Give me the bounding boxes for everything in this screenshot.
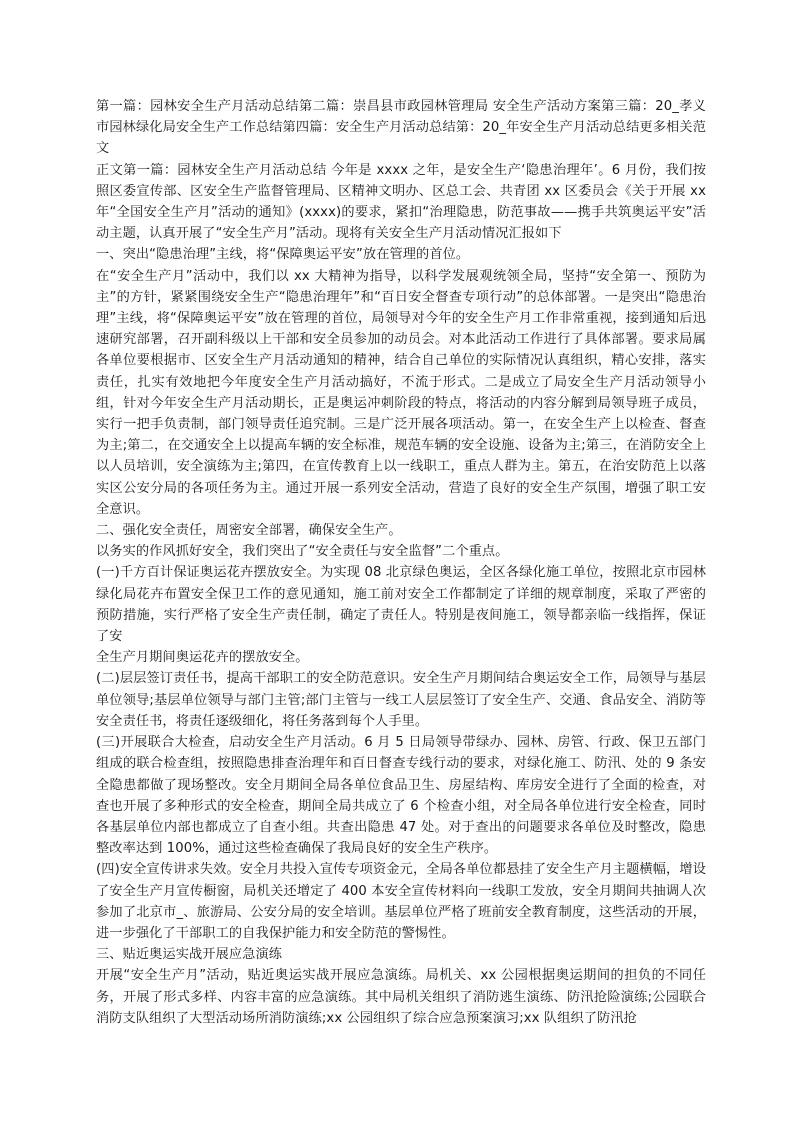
- paragraph-item-1: (一)千方百计保证奥运花卉摆放安全。为实现 08 北京绿色奥运，全区各绿化施工单位，按照北京市园林绿化局花卉布置安全保卫工作的意见通知，施工前对安全工作都制定了详细的规章制度，采取了严密的预防措施，实行严格了安全生产责任制，确定了责任人。特别是夜间施工，领导都亲临一线指挥，保证了安: [96, 565, 706, 645]
- paragraph-section-3-body: 开展“安全生产月”活动，贴近奥运实战开展应急演练。局机关、xx 公园根据奥运期间的担负的不同任务，开展了形式多样、内容丰富的应急演练。其中局机关组织了消防逃生演练、防汛抢险演练;公园联合消防支队组织了大型活动场所消防演练;xx 公园组织了综合应急预案演习;xx 队组织了防汛抢: [96, 968, 706, 1026]
- paragraph-related-articles: 第一篇：园林安全生产月活动总结第二篇：崇昌县市政园林管理局 安全生产活动方案第三篇：20_孝义市园林绿化局安全生产工作总结第四篇：安全生产月活动总结第：20_年安全生产月活动总结更多相关范文: [96, 99, 706, 157]
- heading-section-3: 三、贴近奥运实战开展应急演练: [96, 947, 283, 963]
- paragraph-intro: 正文第一篇：园林安全生产月活动总结 今年是 xxxx 之年，是安全生产‘隐患治理年’。6 月份，我们按照区委宣传部、区安全生产监督管理局、区精神文明办、区总工会、共青团 xx 区委员会《关于开展 xx 年“全国安全生产月”活动的通知》(xxxx)的要求，紧扣“治理隐患，防范事故——携手共筑奥运平安”活动主题，认真开展了“安全生产月”活动。现将有关安全生产月活动情况汇报如下: [96, 162, 706, 242]
- paragraph-item-1-continued: 全生产月期间奥运花卉的摆放安全。: [96, 650, 309, 666]
- paragraph-section-2-lead: 以务实的作风抓好安全，我们突出了“安全责任与安全监督”二个重点。: [96, 544, 509, 560]
- document-body: [96, 96, 706, 1029]
- paragraph-item-3: (三)开展联合大检查，启动安全生产月活动。6 月 5 日局领导带绿办、园林、房管、行政、保卫五部门组成的联合检查组，按照隐患排查治理年和百日督查专线行动的要求，对绿化施工、防汛、处的 9 条安全隐患都做了现场整改。安全月期间全局各单位食品卫生、房屋结构、库房安全进行了全面的检查，对查也开展了多种形式的安全检查，期间全局共成立了 6 个检查小组，对全局各单位进行安全检查，同时各基层单位内部也都成立了自查小组。共查出隐患 47 处。对于查出的问题要求各单位及时整改，隐患整改率达到 100%，通过这些检查确保了我局良好的安全生产秩序。: [96, 735, 706, 857]
- paragraph-item-4: (四)安全宣传讲求失效。安全月共投入宣传专项资金元，全局各单位都悬挂了安全生产月主题横幅，增设了安全生产月宣传橱窗，局机关还增定了 400 本安全宣传材料向一线职工发放，安全月期间共抽调人次参加了北京市_、旅游局、公安分局的安全培训。基层单位严格了班前安全教育制度，这些活动的开展，进一步强化了干部职工的自我保护能力和安全防范的警惕性。: [96, 862, 706, 941]
- paragraph-item-2: (二)层层签订责任书，提高干部职工的安全防范意识。安全生产月期间结合奥运安全工作，局领导与基层单位领导;基层单位领导与部门主管;部门主管与一线工人层层签订了安全生产、交通、食品安全、消防等安全责任书，将责任逐级细化，将任务落到每个人手里。: [96, 671, 706, 729]
- paragraph-section-1-body: 在“安全生产月”活动中，我们以 xx 大精神为指导，以科学发展观统领全局，坚持“安全第一、预防为主”的方针，紧紧围绕安全生产“隐患治理年”和“百日安全督查专项行动”的总体部署。一是突出“隐患治理”主线，将“保障奥运平安”放在管理的首位，局领导对今年的安全生产月工作非常重视，接到通知后迅速研究部署，召开副科级以上干部和安全员参加的动员会。对本此活动工作进行了具体部署。要求局属各单位要根据市、区安全生产月活动通知的精神，结合自己单位的实际情况认真组织，精心安排，落实责任，扎实有效地把今年度安全生产月活动搞好，不流于形式。二是成立了局安全生产月活动领导小组，针对今年安全生产月活动期长，正是奥运冲刺阶段的特点，将活动的内容分解到局领导班子成员，实行一把手负责制，部门领导责任追究制。三是广泛开展各项活动。第一，在安全生产上以检查、督查为主;第二，在交通安全上以提高车辆的安全标准，规范车辆的安全设施、设备为主;第三，在消防安全上以人员培训，安全演练为主;第四，在宣传教育上以一线职工，重点人群为主。第五，在治安防范上以落实区公安分局的各项任务为主。通过开展一系列安全活动，营造了良好的安全生产氛围，增强了职工安全意识。: [96, 268, 706, 517]
- heading-section-2: 二、强化安全责任，周密安全部署，确保安全生产。: [96, 523, 402, 539]
- heading-section-1: 一、突出“隐患治理”主线，将“保障奥运平安”放在管理的首位。: [96, 247, 470, 263]
